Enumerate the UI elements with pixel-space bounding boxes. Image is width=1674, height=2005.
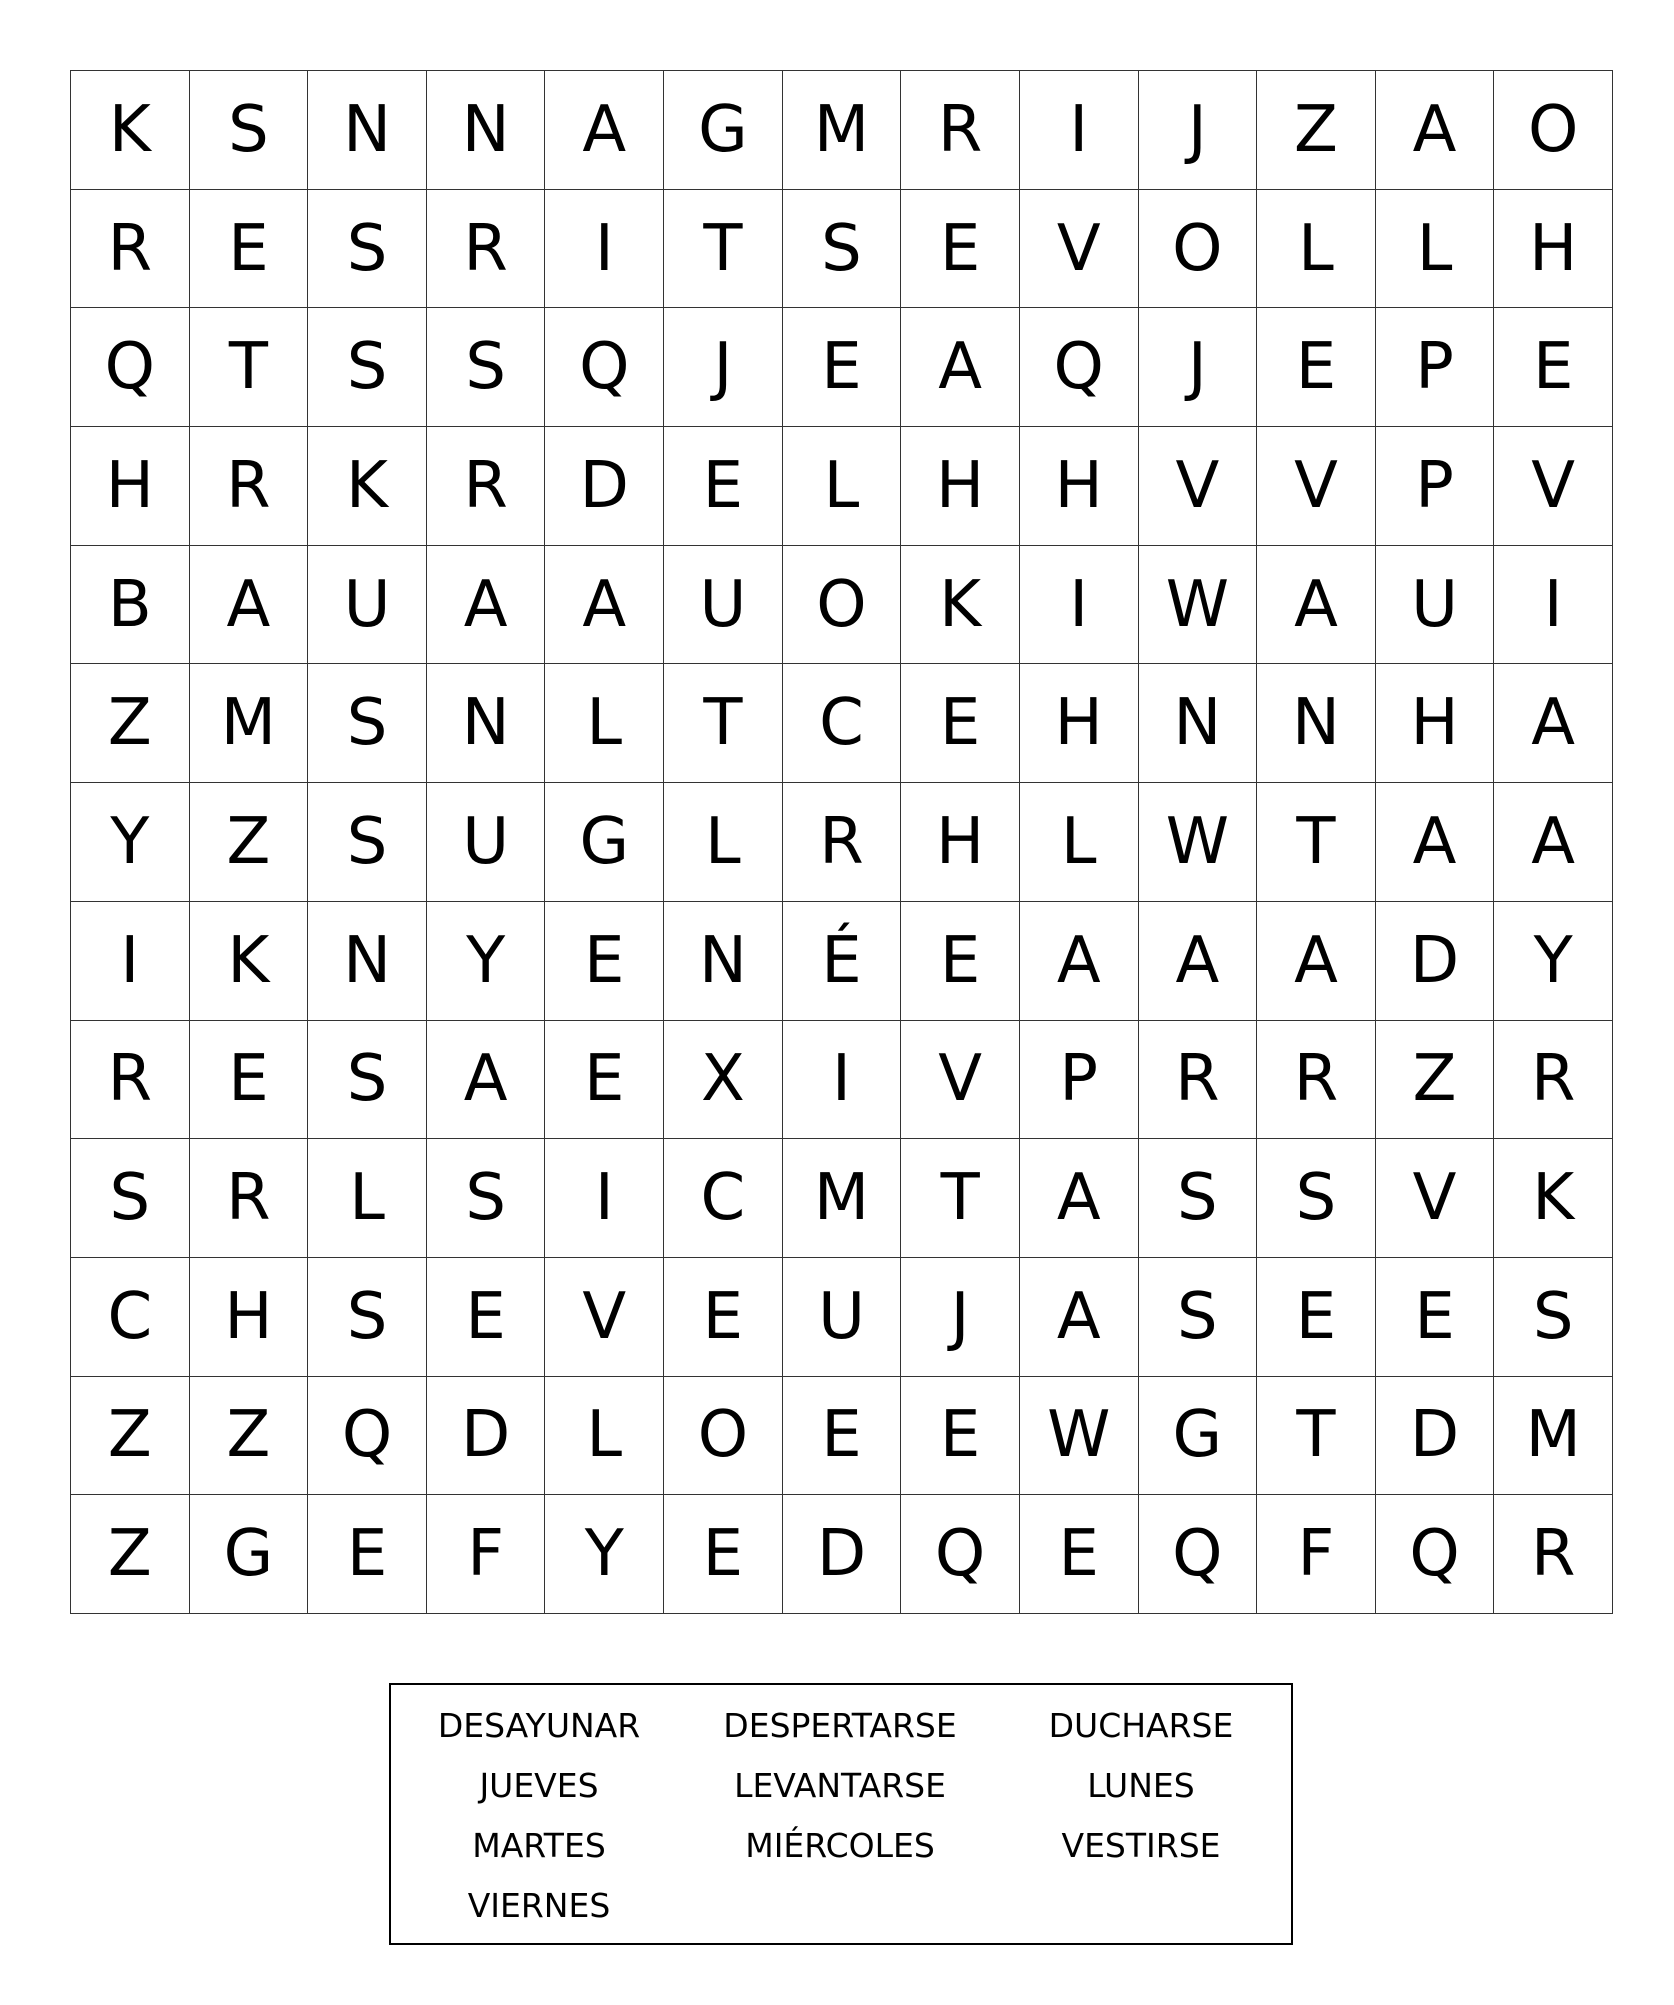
grid-cell[interactable]: A (1139, 902, 1258, 1021)
grid-cell[interactable]: W (1020, 1377, 1139, 1496)
grid-cell[interactable]: I (1020, 71, 1139, 190)
grid-cell[interactable]: O (664, 1377, 783, 1496)
grid-cell[interactable]: F (427, 1495, 546, 1614)
grid-cell[interactable]: E (190, 190, 309, 309)
grid-cell[interactable]: R (901, 71, 1020, 190)
grid-cell[interactable]: S (190, 71, 309, 190)
grid-cell[interactable]: U (1376, 546, 1495, 665)
grid-cell[interactable]: E (664, 1258, 783, 1377)
word-list-item: DUCHARSE (1048, 1706, 1234, 1745)
grid-cell[interactable]: V (1376, 1139, 1495, 1258)
grid-cell[interactable]: P (1376, 308, 1495, 427)
grid-cell[interactable]: N (308, 71, 427, 190)
grid-cell[interactable]: K (190, 902, 309, 1021)
grid-cell[interactable]: U (664, 546, 783, 665)
grid-cell[interactable]: T (1257, 783, 1376, 902)
grid-cell[interactable]: V (1494, 427, 1613, 546)
grid-cell[interactable]: N (1257, 664, 1376, 783)
grid-cell[interactable]: C (71, 1258, 190, 1377)
word-list-item: VESTIRSE (1061, 1826, 1221, 1865)
grid-cell[interactable]: N (427, 664, 546, 783)
grid-cell[interactable]: R (427, 190, 546, 309)
grid-cell[interactable]: A (190, 546, 309, 665)
grid-cell[interactable]: L (1020, 783, 1139, 902)
grid-cell[interactable]: Q (1376, 1495, 1495, 1614)
grid-cell[interactable]: A (1494, 783, 1613, 902)
grid-cell[interactable]: S (1494, 1258, 1613, 1377)
grid-cell[interactable]: S (783, 190, 902, 309)
grid-cell[interactable]: H (190, 1258, 309, 1377)
grid-cell[interactable]: E (308, 1495, 427, 1614)
grid-cell[interactable]: J (1139, 308, 1258, 427)
grid-cell[interactable]: A (1257, 902, 1376, 1021)
grid-cell[interactable]: Q (308, 1377, 427, 1496)
grid-cell[interactable]: Z (190, 1377, 309, 1496)
grid-cell[interactable]: R (1494, 1021, 1613, 1140)
word-list-item: MIÉRCOLES (745, 1826, 935, 1865)
grid-cell[interactable]: A (545, 546, 664, 665)
grid-cell[interactable]: U (783, 1258, 902, 1377)
grid-cell[interactable]: R (1494, 1495, 1613, 1614)
word-list-item: DESPERTARSE (723, 1706, 957, 1745)
grid-cell[interactable]: H (901, 783, 1020, 902)
grid-cell[interactable]: E (901, 1377, 1020, 1496)
grid-cell[interactable]: E (901, 664, 1020, 783)
grid-cell[interactable]: N (664, 902, 783, 1021)
grid-cell[interactable]: S (1139, 1139, 1258, 1258)
grid-cell[interactable]: I (1020, 546, 1139, 665)
grid-cell[interactable]: S (308, 190, 427, 309)
grid-cell[interactable]: M (783, 1139, 902, 1258)
grid-cell[interactable]: S (71, 1139, 190, 1258)
grid-cell[interactable]: L (545, 1377, 664, 1496)
grid-cell[interactable]: T (1257, 1377, 1376, 1496)
grid-cell[interactable]: G (1139, 1377, 1258, 1496)
grid-cell[interactable]: L (664, 783, 783, 902)
grid-cell[interactable]: W (1139, 783, 1258, 902)
grid-cell[interactable]: A (1376, 783, 1495, 902)
grid-cell[interactable]: J (1139, 71, 1258, 190)
grid-cell[interactable]: B (71, 546, 190, 665)
grid-cell[interactable]: A (1376, 71, 1495, 190)
grid-cell[interactable]: P (1020, 1021, 1139, 1140)
grid-cell[interactable]: A (427, 546, 546, 665)
word-list-item: JUEVES (479, 1766, 599, 1805)
grid-cell[interactable]: Q (71, 308, 190, 427)
grid-cell[interactable]: É (783, 902, 902, 1021)
grid-cell[interactable]: O (1494, 71, 1613, 190)
grid-cell[interactable]: E (664, 427, 783, 546)
word-list-box (389, 1683, 1293, 1945)
grid-cell[interactable]: D (1376, 1377, 1495, 1496)
word-list-item: VIERNES (467, 1886, 611, 1925)
grid-cell[interactable]: Q (901, 1495, 1020, 1614)
grid-cell[interactable]: S (1257, 1139, 1376, 1258)
grid-cell[interactable]: Z (71, 1495, 190, 1614)
grid-cell[interactable]: Q (1020, 308, 1139, 427)
grid-cell[interactable]: C (783, 664, 902, 783)
grid-cell[interactable]: Z (1376, 1021, 1495, 1140)
grid-cell[interactable]: I (545, 1139, 664, 1258)
grid-cell[interactable]: T (664, 190, 783, 309)
grid-cell[interactable]: R (1257, 1021, 1376, 1140)
grid-cell[interactable]: H (901, 427, 1020, 546)
grid-cell[interactable]: V (1139, 427, 1258, 546)
grid-cell[interactable]: U (308, 546, 427, 665)
grid-cell[interactable]: L (308, 1139, 427, 1258)
grid-cell[interactable]: E (901, 902, 1020, 1021)
grid-cell[interactable]: Y (1494, 902, 1613, 1021)
grid-cell[interactable]: T (664, 664, 783, 783)
word-list-item: LUNES (1087, 1766, 1195, 1805)
grid-cell[interactable]: G (664, 71, 783, 190)
grid-cell[interactable]: Z (190, 783, 309, 902)
grid-cell[interactable]: E (783, 308, 902, 427)
grid-cell[interactable]: Y (545, 1495, 664, 1614)
grid-cell[interactable]: K (1494, 1139, 1613, 1258)
grid-cell[interactable]: R (427, 427, 546, 546)
grid-cell[interactable]: E (545, 902, 664, 1021)
grid-cell[interactable]: I (1494, 546, 1613, 665)
grid-cell[interactable]: I (545, 190, 664, 309)
grid-cell[interactable]: V (1020, 190, 1139, 309)
grid-cell[interactable]: H (1494, 190, 1613, 309)
grid-cell[interactable]: D (1376, 902, 1495, 1021)
grid-cell[interactable]: R (190, 1139, 309, 1258)
letter-grid (70, 70, 1613, 1614)
word-list-item: DESAYUNAR (437, 1706, 641, 1745)
grid-cell[interactable]: I (783, 1021, 902, 1140)
grid-cell[interactable]: O (1139, 190, 1258, 309)
grid-cell[interactable]: E (1257, 1258, 1376, 1377)
grid-cell[interactable]: S (308, 664, 427, 783)
grid-cell[interactable]: N (427, 71, 546, 190)
grid-cell[interactable]: S (427, 1139, 546, 1258)
grid-cell[interactable]: R (1139, 1021, 1258, 1140)
grid-cell[interactable]: G (190, 1495, 309, 1614)
grid-cell[interactable]: A (1020, 1139, 1139, 1258)
grid-cell[interactable]: D (783, 1495, 902, 1614)
grid-cell[interactable]: R (71, 190, 190, 309)
grid-cell[interactable]: E (1376, 1258, 1495, 1377)
grid-cell[interactable]: V (1257, 427, 1376, 546)
grid-cell[interactable]: S (427, 308, 546, 427)
grid-cell[interactable]: J (664, 308, 783, 427)
grid-cell[interactable]: A (1020, 902, 1139, 1021)
grid-cell[interactable]: Z (71, 1377, 190, 1496)
word-list-item: MARTES (472, 1826, 606, 1865)
grid-cell[interactable]: A (1494, 664, 1613, 783)
grid-cell[interactable]: J (901, 1258, 1020, 1377)
grid-cell[interactable]: C (664, 1139, 783, 1258)
grid-cell[interactable]: E (1494, 308, 1613, 427)
grid-cell[interactable]: Y (427, 902, 546, 1021)
grid-cell[interactable]: T (190, 308, 309, 427)
grid-cell[interactable]: V (545, 1258, 664, 1377)
grid-cell[interactable]: L (783, 427, 902, 546)
grid-cell[interactable]: K (71, 71, 190, 190)
grid-cell[interactable]: L (545, 664, 664, 783)
grid-cell[interactable]: K (901, 546, 1020, 665)
grid-cell[interactable]: M (783, 71, 902, 190)
grid-cell[interactable]: E (427, 1258, 546, 1377)
grid-cell[interactable]: H (71, 427, 190, 546)
grid-cell[interactable]: E (783, 1377, 902, 1496)
grid-cell[interactable]: D (427, 1377, 546, 1496)
grid-cell[interactable]: S (308, 1258, 427, 1377)
grid-cell[interactable]: A (1257, 546, 1376, 665)
grid-cell[interactable]: I (71, 902, 190, 1021)
grid-cell[interactable]: E (664, 1495, 783, 1614)
grid-cell[interactable]: X (664, 1021, 783, 1140)
grid-cell[interactable]: F (1257, 1495, 1376, 1614)
grid-cell[interactable]: M (1494, 1377, 1613, 1496)
grid-cell[interactable]: A (427, 1021, 546, 1140)
grid-cell[interactable]: S (308, 783, 427, 902)
grid-cell[interactable]: G (545, 783, 664, 902)
grid-cell[interactable]: L (1376, 190, 1495, 309)
grid-cell[interactable]: Z (71, 664, 190, 783)
grid-cell[interactable]: N (1139, 664, 1258, 783)
grid-cell[interactable]: A (901, 308, 1020, 427)
grid-cell[interactable]: Y (71, 783, 190, 902)
grid-cell[interactable]: R (190, 427, 309, 546)
grid-cell[interactable]: E (190, 1021, 309, 1140)
grid-cell[interactable]: S (1139, 1258, 1258, 1377)
grid-cell[interactable]: K (308, 427, 427, 546)
grid-cell[interactable]: H (1020, 664, 1139, 783)
grid-cell[interactable]: S (308, 1021, 427, 1140)
grid-cell[interactable]: A (1020, 1258, 1139, 1377)
grid-cell[interactable]: O (783, 546, 902, 665)
grid-cell[interactable]: E (1257, 308, 1376, 427)
grid-cell[interactable]: D (545, 427, 664, 546)
grid-cell[interactable]: E (901, 190, 1020, 309)
grid-cell[interactable]: Q (545, 308, 664, 427)
grid-cell[interactable]: E (1020, 1495, 1139, 1614)
grid-cell[interactable]: P (1376, 427, 1495, 546)
grid-cell[interactable]: S (308, 308, 427, 427)
grid-cell[interactable]: H (1020, 427, 1139, 546)
grid-cell[interactable]: T (901, 1139, 1020, 1258)
grid-cell[interactable]: U (427, 783, 546, 902)
grid-cell[interactable]: E (545, 1021, 664, 1140)
grid-cell[interactable]: R (71, 1021, 190, 1140)
grid-cell[interactable]: V (901, 1021, 1020, 1140)
grid-cell[interactable]: W (1139, 546, 1258, 665)
grid-cell[interactable]: H (1376, 664, 1495, 783)
grid-cell[interactable]: R (783, 783, 902, 902)
grid-cell[interactable]: Z (1257, 71, 1376, 190)
word-list-item: LEVANTARSE (734, 1766, 946, 1805)
grid-cell[interactable]: M (190, 664, 309, 783)
grid-cell[interactable]: Q (1139, 1495, 1258, 1614)
grid-cell[interactable]: A (545, 71, 664, 190)
grid-cell[interactable]: N (308, 902, 427, 1021)
grid-cell[interactable]: L (1257, 190, 1376, 309)
